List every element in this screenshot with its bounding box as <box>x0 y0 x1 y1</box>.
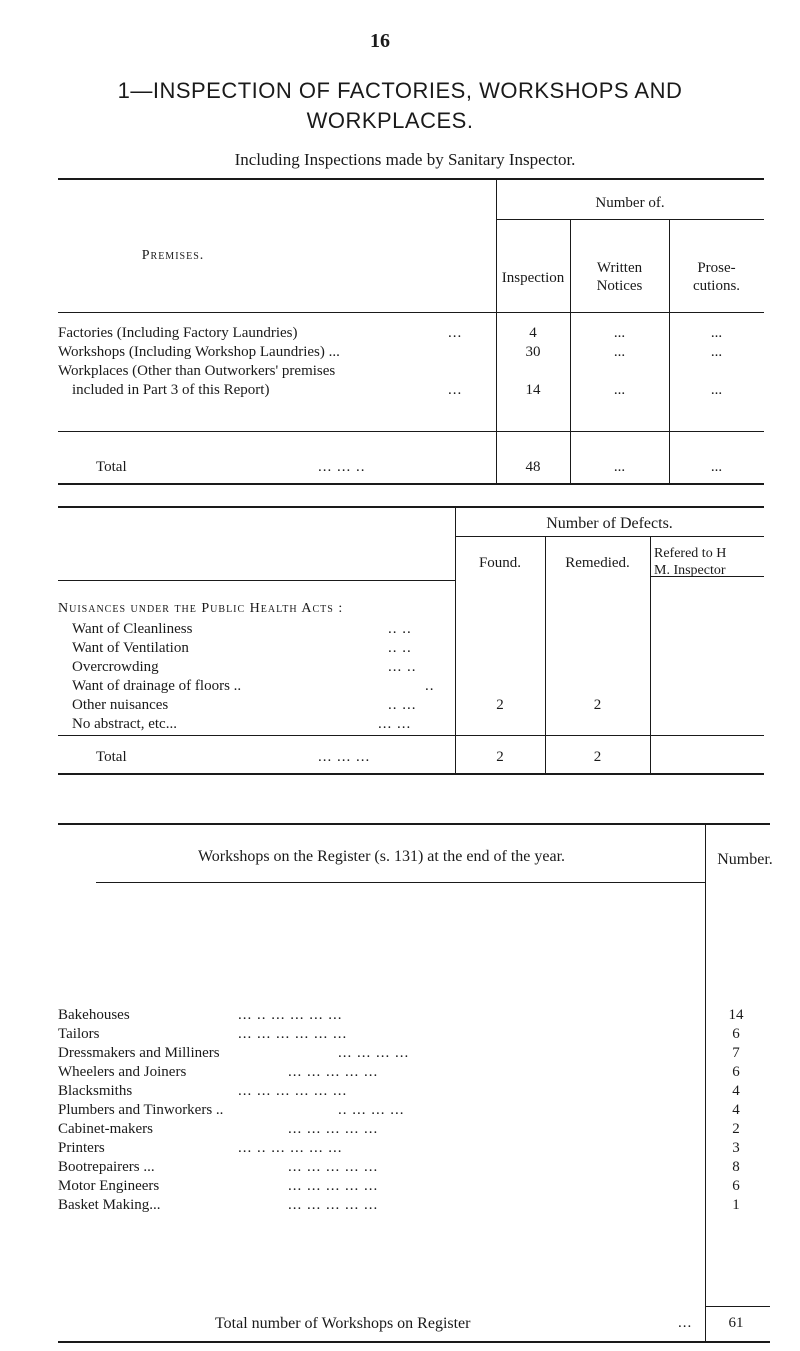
defect-row-leader: .. ... <box>388 697 417 713</box>
prosecutions-value: ... <box>710 325 723 341</box>
premises-row-label: Workshops (Including Workshop Laundries) ... <box>58 344 340 360</box>
total-workshops-label: Total number of Workshops on Register <box>215 1315 471 1332</box>
defect-row-leader: ... ... <box>378 716 412 732</box>
premises-header: Premises. <box>141 248 205 263</box>
workshop-row-leader: ... ... ... ... ... ... <box>238 1026 348 1042</box>
premises-row-label: Factories (Including Factory Laundries) <box>58 325 298 341</box>
premises-row-label: Workplaces (Other than Outworkers' premises <box>58 363 336 379</box>
workshop-row-label: Tailors <box>58 1026 100 1042</box>
workshop-row-leader: ... ... ... ... ... ... <box>238 1083 348 1099</box>
workshop-row-leader: ... .. ... ... ... ... <box>238 1140 343 1156</box>
workshop-count: 2 <box>732 1121 740 1137</box>
workshop-row-label: Printers <box>58 1140 105 1156</box>
workshop-row-label: Basket Making... <box>58 1197 161 1213</box>
number-of-header: Number of. <box>595 195 665 211</box>
defect-row-label: Other nuisances <box>72 697 169 713</box>
page-title-line2: WORKPLACES. <box>306 108 474 133</box>
total-written-value: ... <box>613 459 626 475</box>
defect-row-leader: ... .. <box>388 659 417 675</box>
inspection-value: 14 <box>525 382 541 398</box>
col-found-header: Found. <box>478 555 522 571</box>
total-workshops-leader: ... <box>678 1315 693 1331</box>
defect-row-leader: .. <box>425 678 435 694</box>
workshop-count: 8 <box>732 1159 740 1175</box>
prosecutions-value: ... <box>710 382 723 398</box>
inspection-value: 30 <box>525 344 541 360</box>
page-subtitle: Including Inspections made by Sanitary Inspector. <box>234 150 576 169</box>
workshop-count: 1 <box>732 1197 740 1213</box>
workshop-row-leader: ... ... ... ... ... <box>288 1064 379 1080</box>
workshop-count: 7 <box>732 1045 740 1061</box>
workshop-count: 4 <box>732 1083 740 1099</box>
workshop-count: 6 <box>732 1178 740 1194</box>
total-workshops-value: 61 <box>728 1315 744 1331</box>
col-inspection-header: Inspection <box>501 270 565 286</box>
col-number-header: Number. <box>717 851 773 868</box>
total-found-value: 2 <box>496 749 504 765</box>
premises-row-leader: ... <box>448 382 463 398</box>
workshop-row-label: Bakehouses <box>58 1007 130 1023</box>
col-written-header-1: Written <box>596 260 643 276</box>
defect-row-label: Want of drainage of floors .. <box>72 678 242 694</box>
workshop-row-leader: ... ... ... ... ... <box>288 1121 379 1137</box>
workshop-row-label: Bootrepairers ... <box>58 1159 155 1175</box>
written-notices-value: ... <box>613 382 626 398</box>
premises-row-leader: ... <box>448 325 463 341</box>
page-title-line1: 1—INSPECTION OF FACTORIES, WORKSHOPS AND <box>117 78 683 103</box>
workshop-count: 4 <box>732 1102 740 1118</box>
defects-group-header: Number of Defects. <box>546 515 673 532</box>
col-prosecutions-header-1: Prose- <box>697 260 736 276</box>
workshop-row-leader: ... ... ... ... ... <box>288 1197 379 1213</box>
col-remedied-header: Remedied. <box>565 555 630 571</box>
total-label: Total <box>96 749 127 765</box>
workshop-count: 14 <box>728 1007 744 1023</box>
workshop-count: 6 <box>732 1026 740 1042</box>
inspection-value: 4 <box>529 325 537 341</box>
found-value: 2 <box>496 697 504 713</box>
workshop-row-label: Blacksmiths <box>58 1083 133 1099</box>
total-leader: ... ... ... <box>318 749 371 765</box>
defect-row-leader: .. .. <box>388 621 412 637</box>
defect-row-label: No abstract, etc... <box>72 716 177 732</box>
col-prosecutions-header-2: cutions. <box>692 278 741 294</box>
prosecutions-value: ... <box>710 344 723 360</box>
defect-row-label: Want of Cleanliness <box>72 621 193 637</box>
total-prosecutions-value: ... <box>710 459 723 475</box>
col-referred-header-2: M. Inspector <box>654 563 726 578</box>
written-notices-value: ... <box>613 325 626 341</box>
total-label: Total <box>96 459 127 475</box>
remedied-value: 2 <box>593 697 602 713</box>
workshop-row-label: Wheelers and Joiners <box>58 1064 187 1080</box>
written-notices-value: ... <box>613 344 626 360</box>
total-inspection-value: 48 <box>525 459 541 475</box>
page-number: 16 <box>370 30 390 52</box>
workshop-row-leader: ... ... ... ... ... <box>288 1178 379 1194</box>
workshop-row-label: Dressmakers and Milliners <box>58 1045 220 1061</box>
defect-row-leader: .. .. <box>388 640 412 656</box>
workshop-row-label: Plumbers and Tinworkers .. <box>58 1102 224 1118</box>
defect-row-label: Want of Ventilation <box>72 640 189 656</box>
workshop-row-leader: .. ... ... ... <box>338 1102 405 1118</box>
total-leader: ... ... .. <box>318 459 366 475</box>
workshop-row-leader: ... .. ... ... ... ... <box>238 1007 343 1023</box>
nuisances-section-header: Nuisances under the Public Health Acts : <box>58 601 344 616</box>
defect-row-label: Overcrowding <box>72 659 159 675</box>
workshop-row-leader: ... ... ... ... ... <box>288 1159 379 1175</box>
col-referred-header-1: Refered to H <box>654 546 727 561</box>
workshop-row-leader: ... ... ... ... <box>338 1045 410 1061</box>
premises-row-label: included in Part 3 of this Report) <box>72 382 270 398</box>
col-written-header-2: Notices <box>596 278 643 294</box>
workshop-count: 3 <box>732 1140 740 1156</box>
workshops-header: Workshops on the Register (s. 131) at the end of the year. <box>197 848 566 865</box>
workshop-count: 6 <box>732 1064 740 1080</box>
workshop-row-label: Motor Engineers <box>58 1178 160 1194</box>
workshop-row-label: Cabinet-makers <box>58 1121 153 1137</box>
total-remedied-value: 2 <box>593 749 602 765</box>
